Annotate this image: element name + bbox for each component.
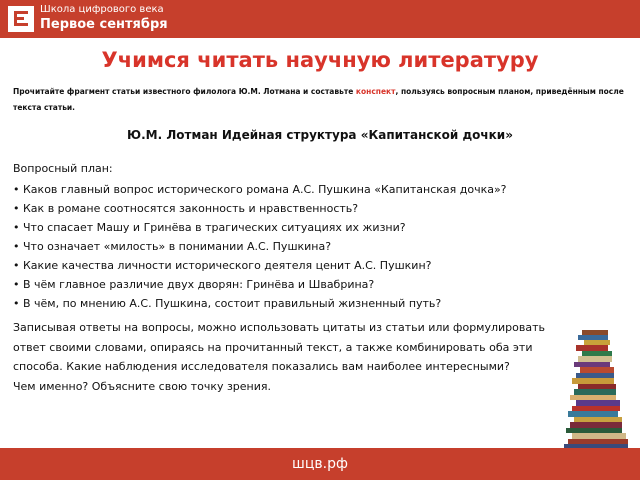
logo-brand-name: Первое сентября — [40, 17, 168, 32]
header-bar — [0, 0, 640, 38]
paragraph-line: ответ своими словами, опираясь на прочитанный текст, а также комбинировать оба эти — [13, 340, 533, 354]
question-list — [13, 180, 613, 313]
bullet-icon: • — [13, 278, 20, 291]
instruction-paragraph — [13, 318, 593, 396]
question-item — [13, 180, 613, 199]
page-title: Учимся читать научную литературу — [101, 48, 539, 72]
footer-site-link[interactable]: шцв.рф — [292, 456, 348, 472]
paragraph-line: способа. Какие наблюдения исследователя показались вам наиболее интересными? — [13, 360, 510, 373]
question-text: Что означает «милость» в понимании А.С. Пушкина? — [23, 240, 332, 253]
book-stack-icon — [560, 330, 632, 448]
question-text: Каков главный вопрос исторического романа А.С. Пушкина «Капитанская дочка»? — [23, 183, 507, 196]
bullet-icon: • — [13, 259, 20, 272]
school-logo-icon[interactable] — [8, 6, 34, 32]
question-item — [13, 218, 613, 237]
bullet-icon: • — [13, 202, 20, 215]
bullet-icon: • — [13, 183, 20, 196]
instruction-before: Прочитайте фрагмент статьи известного филолога Ю.М. Лотмана и составьте — [13, 87, 356, 96]
bullet-icon: • — [13, 240, 20, 253]
question-text: В чём, по мнению А.С. Пушкина, состоит правильный жизненный путь? — [23, 297, 442, 310]
plan-label: Вопросный план: — [13, 162, 113, 175]
question-item — [13, 256, 613, 275]
instruction-after: , пользуясь вопросным планом, приведённым после текста статьи. — [13, 87, 624, 112]
question-text: Какие качества личности исторического деятеля ценит А.С. Пушкин? — [23, 259, 432, 272]
footer-bar — [0, 448, 640, 480]
instruction-keyword: конспект — [355, 87, 396, 96]
logo-school-name: Школа цифрового века — [40, 4, 164, 15]
article-title: Ю.М. Лотман Идейная структура «Капитанской дочки» — [127, 128, 513, 142]
question-text: В чём главное различие двух дворян: Гринёва и Швабрина? — [23, 278, 375, 291]
question-item — [13, 275, 613, 294]
question-item — [13, 237, 613, 256]
question-item — [13, 199, 613, 218]
bullet-icon: • — [13, 221, 20, 234]
question-item — [13, 294, 613, 313]
bullet-icon: • — [13, 297, 20, 310]
paragraph-line: Записывая ответы на вопросы, можно использовать цитаты из статьи или формулировать — [13, 321, 545, 334]
question-text: Что спасает Машу и Гринёва в трагических ситуациях их жизни? — [23, 221, 406, 234]
question-text: Как в романе соотносятся законность и нравственность? — [23, 202, 359, 215]
paragraph-line: Чем именно? Объясните свою точку зрения. — [13, 379, 272, 393]
instruction-text — [13, 84, 629, 116]
